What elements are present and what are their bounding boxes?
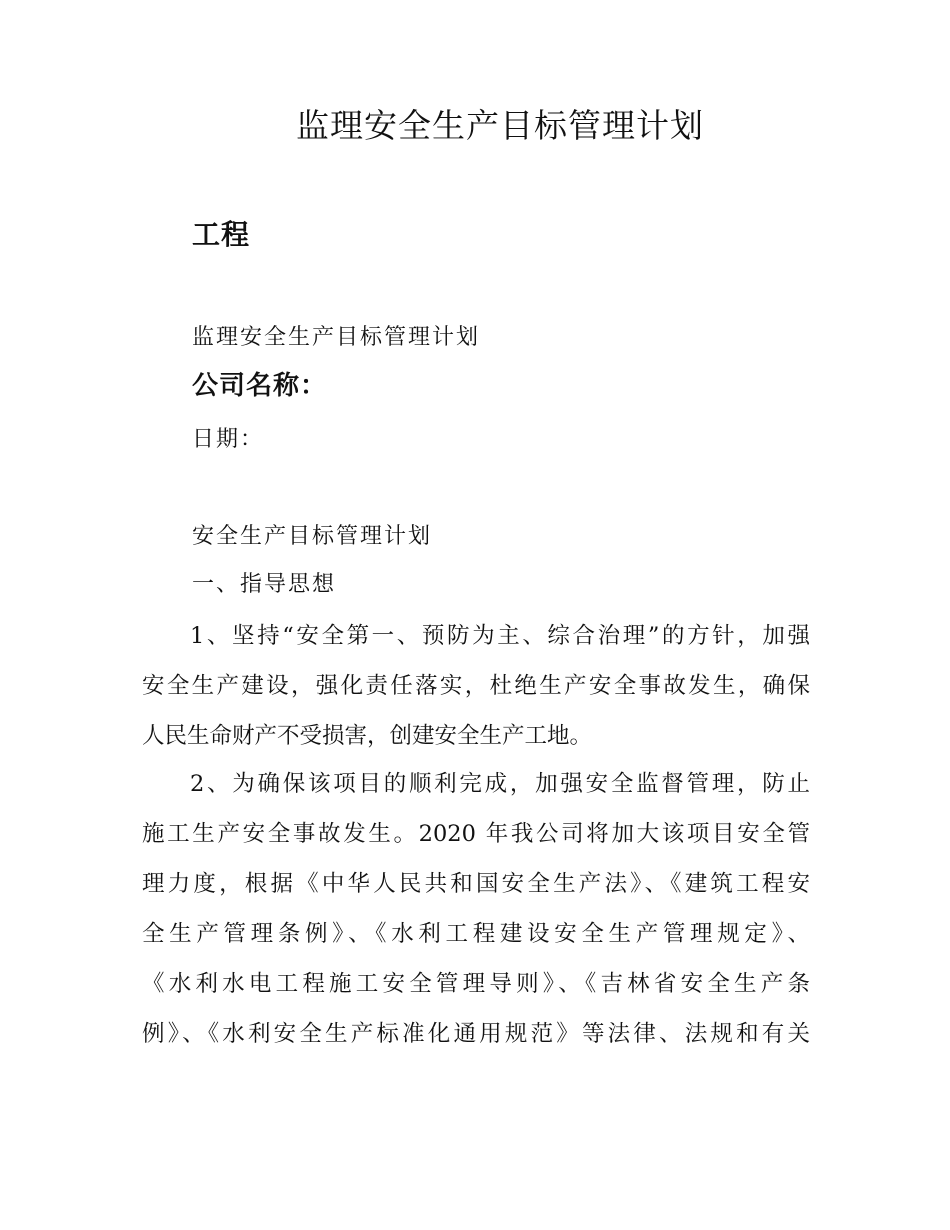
project-label: 工程 — [192, 218, 251, 251]
paragraph-2-line-5: 《水利水电工程施工安全管理导则》、《吉林省安全生产条 — [142, 971, 810, 997]
company-name-label: 公司名称： — [192, 371, 328, 401]
paragraph-1-line-3: 人民生命财产不受损害，创建安全生产工地。 — [142, 723, 593, 749]
date-label: 日期： — [192, 427, 265, 452]
paragraph-1-line-2: 安全生产建设，强化责任落实，杜绝生产安全事故发生，确保 — [142, 673, 810, 699]
paragraph-2-line-2: 施工生产安全事故发生。2020 年我公司将加大该项目安全管 — [142, 821, 810, 847]
paragraph-1-line-1: 1、坚持“安全第一、预防为主、综合治理”的方针，加强 — [190, 623, 810, 649]
paragraph-2-line-4: 全生产管理条例》、《水利工程建设安全生产管理规定》、 — [142, 921, 810, 947]
section-heading-guiding-ideology: 一、指导思想 — [192, 572, 337, 597]
section-title: 安全生产目标管理计划 — [192, 524, 433, 549]
document-title: 监理安全生产目标管理计划 — [296, 106, 704, 145]
plan-subtitle: 监理安全生产目标管理计划 — [192, 325, 481, 350]
paragraph-2-line-1: 2、为确保该项目的顺利完成，加强安全监督管理，防止 — [190, 771, 810, 797]
paragraph-2-line-6: 例》、《水利安全生产标准化通用规范》等法律、法规和有关 — [142, 1021, 810, 1047]
paragraph-2-line-3: 理力度，根据《中华人民共和国安全生产法》、《建筑工程安 — [142, 871, 810, 897]
